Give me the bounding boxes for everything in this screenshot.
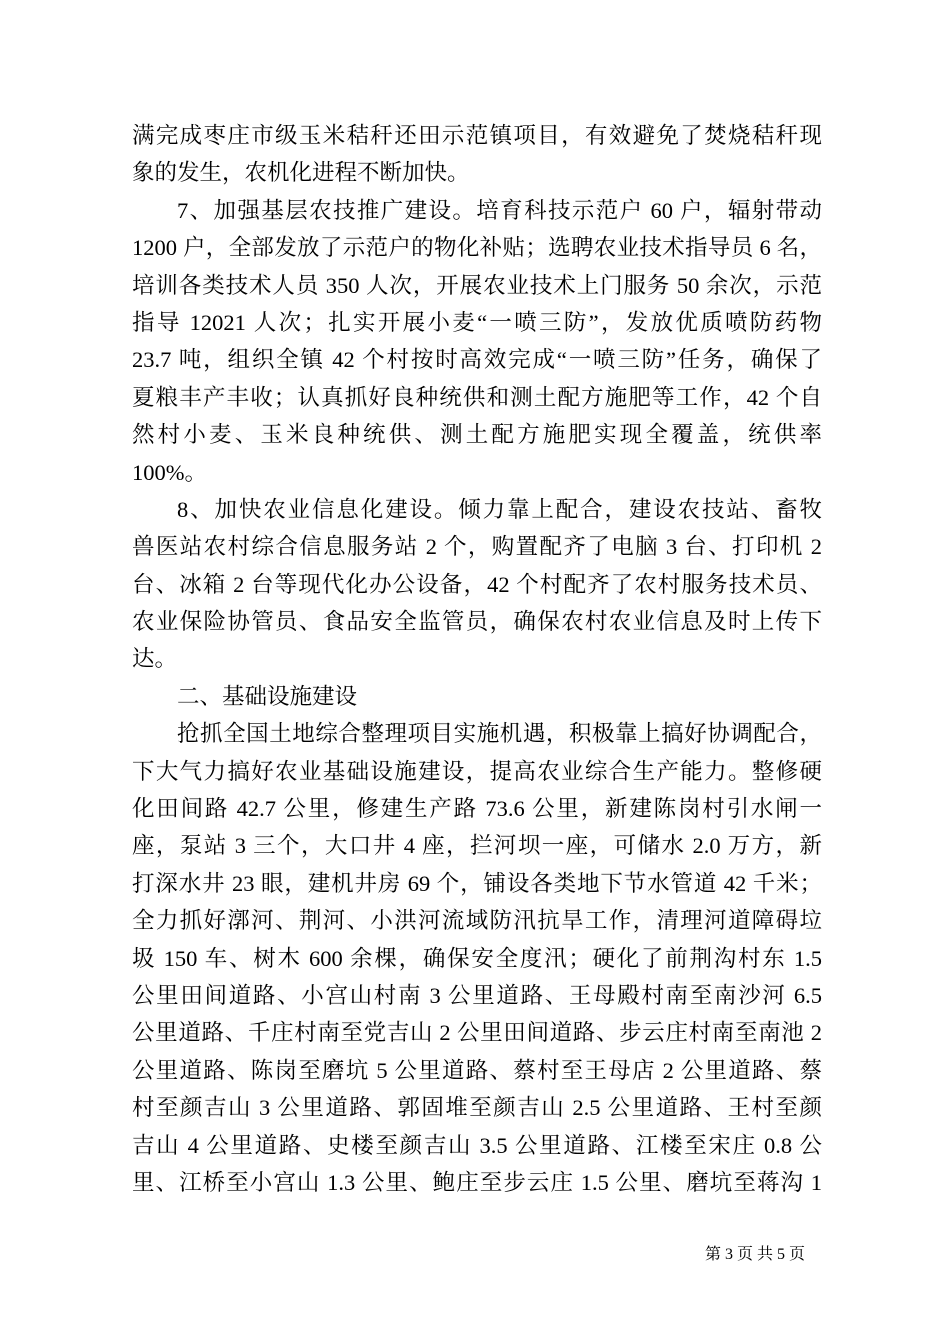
text-line: 抢抓全国土地综合整理项目实施机遇，积极靠上搞好协调配合， [177,721,822,747]
text-line: 夏粮丰产丰收；认真抓好良种统供和测土配方施肥等工作，42 个自 [132,384,822,410]
document-body [132,117,822,1201]
text-line: 圾 150 车、树木 600 余棵，确保安全度汛；硬化了前荆沟村东 1.5 [132,945,822,971]
text-line: 里、江桥至小宫山 1.3 公里、鲍庄至步云庄 1.5 公里、磨坑至蒋沟 1 [132,1169,822,1195]
text-line: 公里道路、千庄村南至党吉山 2 公里田间道路、步云庄村南至南池 2 [132,1020,822,1046]
page-number: 第 3 页 共 5 页 [704,1246,805,1263]
text-line: 公里田间道路、小宫山村南 3 公里道路、王母殿村南至南沙河 6.5 [132,982,822,1008]
text-line: 然村小麦、玉米良种统供、测土配方施肥实现全覆盖，统供率 [132,422,822,448]
text-line: 兽医站农村综合信息服务站 2 个，购置配齐了电脑 3 台、打印机 2 [132,534,822,560]
text-line: 8、加快农业信息化建设。倾力靠上配合，建设农技站、畜牧 [177,496,822,522]
text-line: 培训各类技术人员 350 人次，开展农业技术上门服务 50 余次，示范 [132,272,822,298]
text-line: 座，泵站 3 三个，大口井 4 座，拦河坝一座，可储水 2.0 万方，新 [132,833,822,859]
text-line: 下大气力搞好农业基础设施建设，提高农业综合生产能力。整修硬 [132,758,822,784]
text-line: 吉山 4 公里道路、史楼至颜吉山 3.5 公里道路、江楼至宋庄 0.8 公 [132,1132,822,1158]
text-line: 满完成枣庄市级玉米秸秆还田示范镇项目，有效避免了焚烧秸秆现 [132,123,822,148]
text-line: 7、加强基层农技推广建设。培育科技示范户 60 户，辐射带动 [177,197,822,223]
text-line: 达。 [132,646,178,672]
text-line: 农业保险协管员、食品安全监管员，确保农村农业信息及时上传下 [132,609,822,635]
text-line: 100%。 [132,459,207,485]
text-line: 村至颜吉山 3 公里道路、郭固堆至颜吉山 2.5 公里道路、王村至颜 [132,1095,822,1121]
text-line: 指导 12021 人次；扎实开展小麦“一喷三防”，发放优质喷防药物 [132,309,822,335]
text-line: 二、基础设施建设 [177,683,358,709]
text-line: 象的发生，农机化进程不断加快。 [132,160,470,186]
text-line: 23.7 吨，组织全镇 42 个村按时高效完成“一喷三防”任务，确保了 [132,347,822,373]
text-line: 公里道路、陈岗至磨坑 5 公里道路、蔡村至王母店 2 公里道路、蔡 [132,1057,822,1083]
text-line: 化田间路 42.7 公里，修建生产路 73.6 公里，新建陈岗村引水闸一 [132,796,822,822]
text-line: 1200 户，全部发放了示范户的物化补贴；选聘农业技术指导员 6 名， [132,235,822,261]
text-line: 打深水井 23 眼，建机井房 69 个，铺设各类地下节水管道 42 千米； [132,870,822,896]
text-line: 台、冰箱 2 台等现代化办公设备，42 个村配齐了农村服务技术员、 [132,571,822,597]
text-line: 全力抓好漷河、荆河、小洪河流域防汛抗旱工作，清理河道障碍垃 [132,908,822,934]
